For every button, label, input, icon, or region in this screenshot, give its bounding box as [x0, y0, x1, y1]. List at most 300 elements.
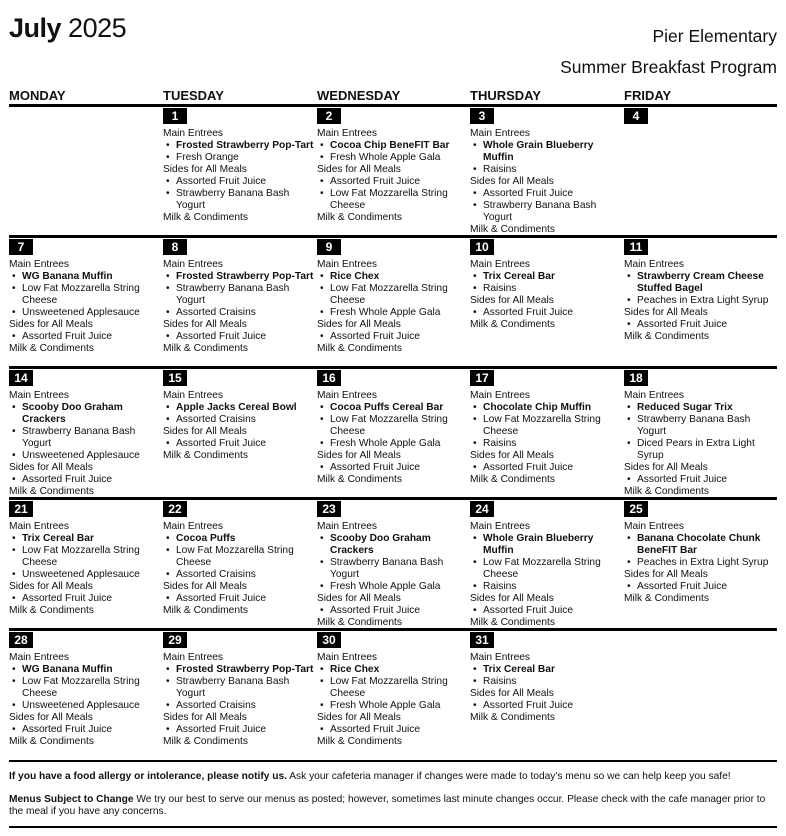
- menu-item-text: Assorted Fruit Juice: [176, 724, 267, 735]
- bullet-icon: •: [166, 271, 170, 282]
- menu-item: [470, 188, 622, 200]
- bullet-icon: •: [627, 557, 631, 568]
- section-label: Sides for All Meals: [163, 712, 247, 723]
- menu-item-text: Assorted Fruit Juice: [637, 319, 728, 330]
- menu-item: [470, 700, 622, 712]
- day-header-monday: MONDAY: [9, 88, 66, 103]
- featured-entree: [624, 271, 776, 295]
- menu-item: [9, 700, 161, 712]
- bullet-icon: •: [320, 438, 324, 449]
- bullet-icon: •: [12, 724, 16, 735]
- day-cell: [624, 238, 776, 343]
- bullet-icon: •: [320, 283, 324, 294]
- bullet-icon: •: [320, 724, 324, 735]
- date-number: 3: [470, 108, 494, 124]
- menu-item: [317, 188, 469, 212]
- menu-change-text: We try our best to serve our menus as posted; however, sometimes last minute changes occur. Please check with the cafe manager prior to the meal if you have any concerns.: [9, 794, 766, 817]
- school-heading: [560, 21, 777, 83]
- bullet-icon: •: [12, 569, 16, 580]
- day-cell: [470, 238, 622, 331]
- bullet-icon: •: [12, 402, 16, 413]
- bullet-icon: •: [473, 605, 477, 616]
- menu-item: [317, 152, 469, 164]
- section-label: Main Entrees: [470, 652, 531, 663]
- allergy-notice-bold: If you have a food allergy or intolerance, please notify us.: [9, 771, 287, 782]
- featured-entree: [9, 664, 161, 676]
- section-label: Sides for All Meals: [470, 295, 554, 306]
- menu-item: [163, 414, 315, 426]
- menu-item-text: Reduced Sugar Trix: [637, 402, 733, 413]
- bullet-icon: •: [320, 188, 324, 199]
- bullet-icon: •: [12, 474, 16, 485]
- menu-item-text: WG Banana Muffin: [22, 271, 113, 282]
- date-number: 23: [317, 501, 341, 517]
- menu-item-text: Cocoa Chip BeneFIT Bar: [330, 140, 450, 151]
- menu-item: [624, 295, 776, 307]
- menu-item: [470, 462, 622, 474]
- section-label: Sides for All Meals: [470, 688, 554, 699]
- bullet-icon: •: [12, 283, 16, 294]
- bullet-icon: •: [320, 605, 324, 616]
- section-label: Sides for All Meals: [9, 712, 93, 723]
- menu-item-text: Unsweetened Applesauce: [22, 569, 140, 580]
- menu-item: [163, 700, 315, 712]
- menu-item-text: Assorted Fruit Juice: [483, 188, 574, 199]
- menu-item: [9, 331, 161, 343]
- menu-item-text: Low Fat Mozzarella String Cheese: [22, 676, 140, 699]
- section-label: Milk & Condiments: [470, 474, 555, 485]
- bullet-icon: •: [166, 414, 170, 425]
- menu-item: [470, 164, 622, 176]
- menu-item-text: Cocoa Puffs Cereal Bar: [330, 402, 444, 413]
- bullet-icon: •: [166, 402, 170, 413]
- allergy-notice-text: Ask your cafeteria manager if changes were made to today's menu so we can help keep you safe!: [289, 771, 731, 782]
- menu-item: [470, 283, 622, 295]
- section-label: Milk & Condiments: [470, 224, 555, 235]
- menu-item-text: Assorted Fruit Juice: [483, 700, 574, 711]
- bullet-icon: •: [12, 450, 16, 461]
- menu-item: [9, 307, 161, 319]
- menu-item-text: Assorted Fruit Juice: [176, 593, 267, 604]
- menu-item-text: Raisins: [483, 676, 517, 687]
- menu-item-text: Assorted Fruit Juice: [330, 724, 421, 735]
- menu-item-text: Frosted Strawberry Pop-Tart: [176, 271, 314, 282]
- day-cell: [317, 500, 469, 629]
- section-label: Sides for All Meals: [317, 164, 401, 175]
- bullet-icon: •: [12, 271, 16, 282]
- bullet-icon: •: [166, 593, 170, 604]
- featured-entree: [470, 664, 622, 676]
- featured-entree: [317, 402, 469, 414]
- date-number: 28: [9, 632, 33, 648]
- menu-item-text: Assorted Craisins: [176, 569, 256, 580]
- section-label: Main Entrees: [163, 390, 224, 401]
- day-cell: [163, 500, 315, 617]
- menu-item: [9, 545, 161, 569]
- menu-item-text: Fresh Whole Apple Gala: [330, 152, 441, 163]
- section-label: Milk & Condiments: [317, 474, 402, 485]
- date-number: 8: [163, 239, 187, 255]
- section-label: Sides for All Meals: [317, 319, 401, 330]
- bullet-icon: •: [12, 664, 16, 675]
- bullet-icon: •: [12, 545, 16, 556]
- date-number: 14: [9, 370, 33, 386]
- bullet-icon: •: [166, 307, 170, 318]
- featured-entree: [163, 533, 315, 545]
- footer-divider: [9, 760, 777, 762]
- bullet-icon: •: [166, 724, 170, 735]
- date-number: 1: [163, 108, 187, 124]
- section-label: Main Entrees: [317, 259, 378, 270]
- featured-entree: [624, 533, 776, 557]
- day-cell: [317, 107, 469, 224]
- menu-item-text: Scooby Doo Graham Crackers: [330, 533, 431, 556]
- day-cell: [624, 107, 776, 128]
- menu-item-text: Low Fat Mozzarella String Cheese: [22, 283, 140, 306]
- featured-entree: [163, 664, 315, 676]
- section-label: Milk & Condiments: [624, 593, 709, 604]
- date-number: 10: [470, 239, 494, 255]
- menu-item-text: Assorted Fruit Juice: [330, 605, 421, 616]
- bullet-icon: •: [320, 307, 324, 318]
- featured-entree: [470, 140, 622, 164]
- menu-item-text: Strawberry Banana Bash Yogurt: [176, 283, 290, 306]
- section-label: Sides for All Meals: [163, 319, 247, 330]
- day-header-friday: FRIDAY: [624, 88, 672, 103]
- menu-item: [9, 283, 161, 307]
- menu-item: [163, 307, 315, 319]
- menu-item: [317, 676, 469, 700]
- menu-item: [624, 414, 776, 438]
- footer-bottom-divider: [9, 826, 777, 828]
- bullet-icon: •: [12, 533, 16, 544]
- day-cell: [9, 631, 161, 748]
- bullet-icon: •: [166, 331, 170, 342]
- bullet-icon: •: [473, 271, 477, 282]
- section-label: Main Entrees: [163, 128, 224, 139]
- section-label: Milk & Condiments: [9, 343, 94, 354]
- bullet-icon: •: [166, 140, 170, 151]
- menu-item-text: Low Fat Mozzarella String Cheese: [330, 188, 448, 211]
- bullet-icon: •: [627, 581, 631, 592]
- day-cell: [624, 500, 776, 605]
- bullet-icon: •: [473, 664, 477, 675]
- menu-item-text: Strawberry Banana Bash Yogurt: [330, 557, 444, 580]
- menu-item: [317, 283, 469, 307]
- menu-item: [470, 307, 622, 319]
- menu-item-text: Frosted Strawberry Pop-Tart: [176, 664, 314, 675]
- bullet-icon: •: [320, 331, 324, 342]
- day-cell: [470, 500, 622, 629]
- section-label: Sides for All Meals: [317, 593, 401, 604]
- bullet-icon: •: [320, 664, 324, 675]
- menu-item-text: Strawberry Cream Cheese Stuffed Bagel: [637, 271, 764, 294]
- bullet-icon: •: [473, 307, 477, 318]
- menu-item-text: Assorted Fruit Juice: [176, 331, 267, 342]
- menu-item-text: Assorted Fruit Juice: [22, 474, 113, 485]
- section-label: Main Entrees: [163, 521, 224, 532]
- section-label: Milk & Condiments: [163, 343, 248, 354]
- section-label: Main Entrees: [317, 521, 378, 532]
- date-number: 11: [624, 239, 648, 255]
- menu-item: [9, 426, 161, 450]
- date-number: 21: [9, 501, 33, 517]
- menu-item-text: Low Fat Mozzarella String Cheese: [330, 676, 448, 699]
- bullet-icon: •: [12, 331, 16, 342]
- bullet-icon: •: [166, 533, 170, 544]
- featured-entree: [163, 402, 315, 414]
- bullet-icon: •: [320, 140, 324, 151]
- featured-entree: [470, 533, 622, 557]
- menu-item-text: Strawberry Banana Bash Yogurt: [176, 188, 290, 211]
- menu-item: [163, 545, 315, 569]
- menu-item-text: Rice Chex: [330, 664, 380, 675]
- day-cell: [9, 500, 161, 617]
- menu-item-text: Frosted Strawberry Pop-Tart: [176, 140, 314, 151]
- featured-entree: [317, 533, 469, 557]
- bullet-icon: •: [473, 140, 477, 151]
- menu-item-text: Assorted Craisins: [176, 307, 256, 318]
- section-label: Milk & Condiments: [470, 712, 555, 723]
- day-cell: [317, 631, 469, 748]
- day-cell: [163, 631, 315, 748]
- menu-item-text: Assorted Fruit Juice: [483, 605, 574, 616]
- menu-item-text: Unsweetened Applesauce: [22, 700, 140, 711]
- menu-item-text: Diced Pears in Extra Light Syrup: [637, 438, 755, 461]
- section-label: Milk & Condiments: [624, 331, 709, 342]
- featured-entree: [163, 271, 315, 283]
- menu-item: [163, 331, 315, 343]
- section-label: Main Entrees: [9, 521, 70, 532]
- bullet-icon: •: [12, 676, 16, 687]
- menu-item-text: Whole Grain Blueberry Muffin: [483, 140, 594, 163]
- section-label: Sides for All Meals: [624, 569, 708, 580]
- bullet-icon: •: [12, 593, 16, 604]
- menu-item: [317, 605, 469, 617]
- menu-item-text: Rice Chex: [330, 271, 380, 282]
- section-label: Main Entrees: [317, 390, 378, 401]
- bullet-icon: •: [473, 676, 477, 687]
- menu-item-text: Low Fat Mozzarella String Cheese: [483, 557, 601, 580]
- menu-item: [317, 700, 469, 712]
- section-label: Main Entrees: [470, 128, 531, 139]
- menu-item: [317, 581, 469, 593]
- menu-item: [317, 462, 469, 474]
- menu-item-text: Assorted Fruit Juice: [483, 462, 574, 473]
- section-label: Sides for All Meals: [470, 593, 554, 604]
- section-label: Sides for All Meals: [163, 581, 247, 592]
- section-label: Sides for All Meals: [624, 462, 708, 473]
- month-title: [9, 12, 126, 44]
- day-cell: [470, 631, 622, 724]
- bullet-icon: •: [320, 581, 324, 592]
- menu-item-text: Low Fat Mozzarella String Cheese: [330, 283, 448, 306]
- menu-item: [9, 569, 161, 581]
- menu-item-text: Trix Cereal Bar: [483, 664, 555, 675]
- bullet-icon: •: [473, 200, 477, 211]
- section-label: Main Entrees: [9, 259, 70, 270]
- section-label: Main Entrees: [624, 390, 685, 401]
- day-cell: [317, 369, 469, 486]
- menu-item-text: Cocoa Puffs: [176, 533, 236, 544]
- bullet-icon: •: [320, 533, 324, 544]
- menu-item: [317, 438, 469, 450]
- menu-item: [624, 557, 776, 569]
- bullet-icon: •: [473, 283, 477, 294]
- menu-item: [624, 438, 776, 462]
- bullet-icon: •: [320, 557, 324, 568]
- menu-item-text: Assorted Fruit Juice: [22, 724, 113, 735]
- day-header-tuesday: TUESDAY: [163, 88, 224, 103]
- section-label: Milk & Condiments: [317, 212, 402, 223]
- bullet-icon: •: [166, 700, 170, 711]
- bullet-icon: •: [473, 581, 477, 592]
- date-number: 18: [624, 370, 648, 386]
- menu-item-text: Trix Cereal Bar: [483, 271, 555, 282]
- bullet-icon: •: [12, 426, 16, 437]
- menu-item: [317, 414, 469, 438]
- menu-item-text: Trix Cereal Bar: [22, 533, 94, 544]
- menu-item-text: WG Banana Muffin: [22, 664, 113, 675]
- bullet-icon: •: [473, 414, 477, 425]
- day-cell: [470, 369, 622, 486]
- allergy-notice: [9, 771, 775, 783]
- menu-item-text: Strawberry Banana Bash Yogurt: [176, 676, 290, 699]
- section-label: Milk & Condiments: [470, 319, 555, 330]
- menu-item-text: Assorted Fruit Juice: [483, 307, 574, 318]
- section-label: Main Entrees: [470, 390, 531, 401]
- menu-item-text: Assorted Fruit Juice: [176, 176, 267, 187]
- date-number: 9: [317, 239, 341, 255]
- menu-item-text: Low Fat Mozzarella String Cheese: [22, 545, 140, 568]
- bullet-icon: •: [166, 188, 170, 199]
- menu-item-text: Whole Grain Blueberry Muffin: [483, 533, 594, 556]
- day-cell: [9, 238, 161, 355]
- bullet-icon: •: [473, 402, 477, 413]
- date-number: 2: [317, 108, 341, 124]
- section-label: Milk & Condiments: [9, 486, 94, 497]
- bullet-icon: •: [473, 533, 477, 544]
- section-label: Sides for All Meals: [470, 450, 554, 461]
- menu-item-text: Assorted Fruit Juice: [637, 581, 728, 592]
- menu-item: [470, 605, 622, 617]
- menu-item: [317, 557, 469, 581]
- bullet-icon: •: [166, 283, 170, 294]
- section-label: Milk & Condiments: [163, 212, 248, 223]
- section-label: Milk & Condiments: [163, 450, 248, 461]
- menu-item-text: Raisins: [483, 438, 517, 449]
- section-label: Sides for All Meals: [9, 462, 93, 473]
- section-label: Milk & Condiments: [9, 736, 94, 747]
- featured-entree: [470, 271, 622, 283]
- bullet-icon: •: [627, 319, 631, 330]
- menu-item-text: Fresh Whole Apple Gala: [330, 307, 441, 318]
- section-label: Milk & Condiments: [9, 605, 94, 616]
- section-label: Sides for All Meals: [163, 164, 247, 175]
- day-cell: [470, 107, 622, 236]
- bullet-icon: •: [627, 474, 631, 485]
- featured-entree: [163, 140, 315, 152]
- menu-item: [163, 676, 315, 700]
- day-cell: [9, 369, 161, 498]
- section-label: Main Entrees: [317, 652, 378, 663]
- menu-item: [9, 676, 161, 700]
- menu-item: [317, 724, 469, 736]
- menu-item-text: Assorted Craisins: [176, 414, 256, 425]
- featured-entree: [317, 140, 469, 152]
- featured-entree: [470, 402, 622, 414]
- bullet-icon: •: [166, 569, 170, 580]
- bullet-icon: •: [627, 402, 631, 413]
- bullet-icon: •: [627, 295, 631, 306]
- day-header-wednesday: WEDNESDAY: [317, 88, 401, 103]
- bullet-icon: •: [320, 271, 324, 282]
- menu-item-text: Strawberry Banana Bash Yogurt: [637, 414, 751, 437]
- bullet-icon: •: [166, 664, 170, 675]
- menu-item: [624, 474, 776, 486]
- bullet-icon: •: [473, 164, 477, 175]
- menu-item-text: Unsweetened Applesauce: [22, 450, 140, 461]
- date-number: 22: [163, 501, 187, 517]
- menu-item-text: Unsweetened Applesauce: [22, 307, 140, 318]
- bullet-icon: •: [166, 152, 170, 163]
- featured-entree: [9, 271, 161, 283]
- bullet-icon: •: [166, 438, 170, 449]
- date-number: 7: [9, 239, 33, 255]
- date-number: 29: [163, 632, 187, 648]
- menu-item-text: Assorted Fruit Juice: [22, 593, 113, 604]
- section-label: Sides for All Meals: [624, 307, 708, 318]
- year: 2025: [68, 13, 127, 43]
- menu-item-text: Assorted Craisins: [176, 700, 256, 711]
- menu-item: [624, 319, 776, 331]
- menu-item: [470, 676, 622, 688]
- menu-item: [470, 581, 622, 593]
- menu-item-text: Assorted Fruit Juice: [330, 462, 421, 473]
- menu-item-text: Banana Chocolate Chunk BeneFIT Bar: [637, 533, 761, 556]
- menu-item-text: Low Fat Mozzarella String Cheese: [483, 414, 601, 437]
- section-label: Main Entrees: [163, 259, 224, 270]
- menu-item-text: Assorted Fruit Juice: [637, 474, 728, 485]
- bullet-icon: •: [320, 676, 324, 687]
- bullet-icon: •: [473, 462, 477, 473]
- menu-item: [624, 581, 776, 593]
- menu-item: [163, 188, 315, 212]
- school-name: Pier Elementary: [652, 26, 777, 46]
- featured-entree: [317, 664, 469, 676]
- bullet-icon: •: [166, 176, 170, 187]
- date-number: 31: [470, 632, 494, 648]
- menu-item-text: Strawberry Banana Bash Yogurt: [22, 426, 136, 449]
- section-label: Milk & Condiments: [163, 736, 248, 747]
- menu-item-text: Fresh Whole Apple Gala: [330, 700, 441, 711]
- menu-item-text: Fresh Whole Apple Gala: [330, 438, 441, 449]
- menu-item-text: Chocolate Chip Muffin: [483, 402, 592, 413]
- date-number: 4: [624, 108, 648, 124]
- menu-item: [470, 557, 622, 581]
- bullet-icon: •: [166, 545, 170, 556]
- menu-item-text: Strawberry Banana Bash Yogurt: [483, 200, 597, 223]
- featured-entree: [317, 271, 469, 283]
- featured-entree: [624, 402, 776, 414]
- bullet-icon: •: [627, 533, 631, 544]
- bullet-icon: •: [473, 438, 477, 449]
- day-cell: [163, 107, 315, 224]
- menu-item-text: Peaches in Extra Light Syrup: [637, 295, 769, 306]
- menu-item: [163, 176, 315, 188]
- section-label: Milk & Condiments: [317, 736, 402, 747]
- menu-change-bold: Menus Subject to Change: [9, 794, 134, 805]
